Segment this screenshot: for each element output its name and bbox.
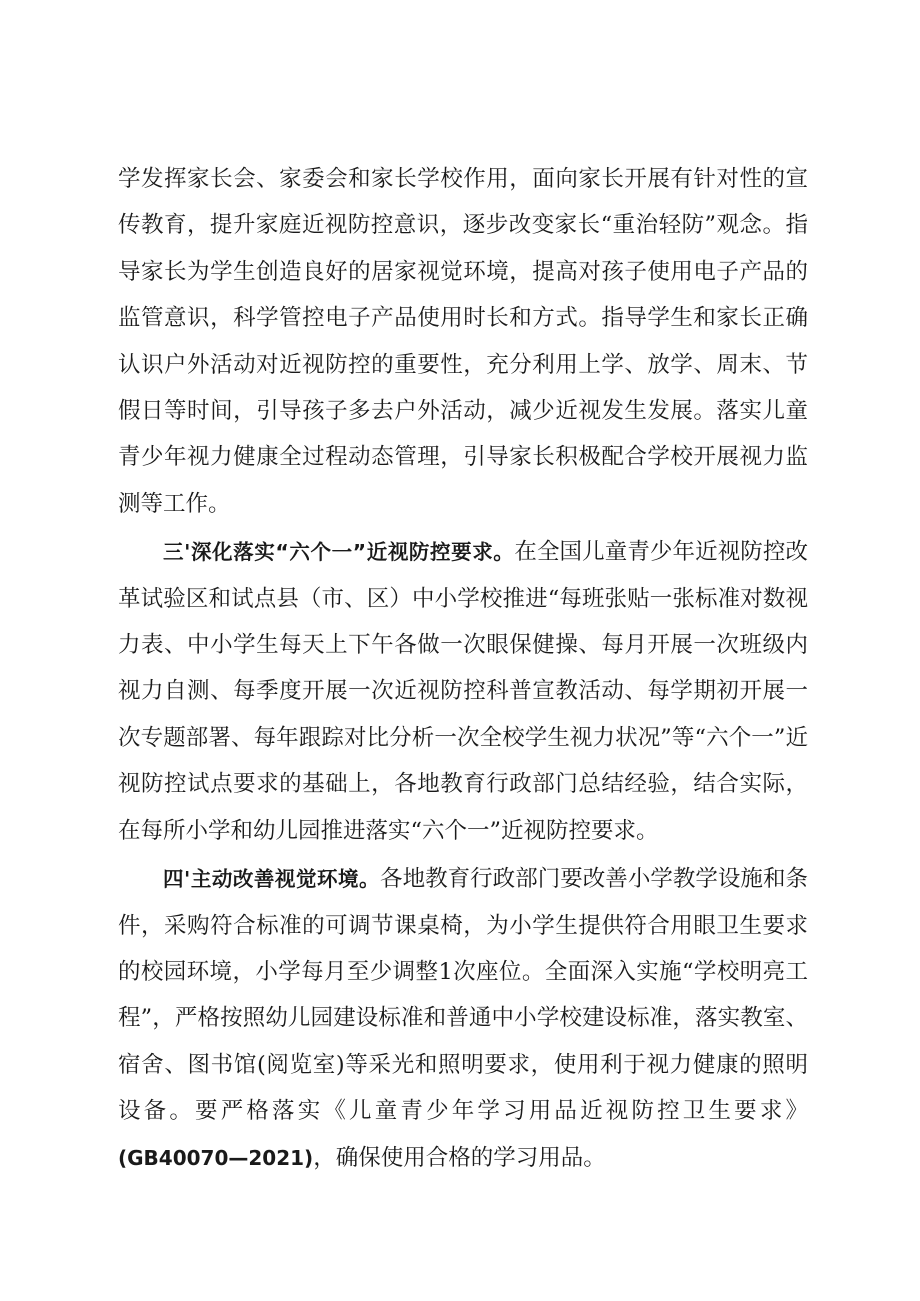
section-three-paragraph [118, 529, 808, 854]
section-three-body: 在全国儿童青少年近视防控改革试验区和试点县（市、区）中小学校推进“每班张贴一张标准对数视力表、中小学生每天上下午各做一次眼保健操、每月开展一次班级内视力自测、每季度开展一次近视防控科普宣教活动、每学期初开展一次专题部署、每年跟踪对比分析一次全校学生视力状况”等“六个一”近视防控试点要求的基础上，各地教育行政部门总结经验，结合实际，在每所小学和幼儿园推进落实“六个一”近视防控要求。 [118, 539, 808, 844]
section-three-heading: 三'深化落实“六个一”近视防控要求。 [163, 540, 515, 565]
section-four-heading: 四'主动改善视觉环境。 [163, 867, 381, 892]
paragraph-parent-education: 学发挥家长会、家委会和家长学校作用，面向家长开展有针对性的宣传教育，提升家庭近视防控意识，逐步改变家长“重治轻防”观念。指导家长为学生创造良好的居家视觉环境，提高对孩子使用电子产品的监管意识，科学管控电子产品使用时长和方式。指导学生和家长正确认识户外活动对近视防控的重要性，充分利用上学、放学、周末、节假日等时间，引导孩子多去户外活动，减少近视发生发展。落实儿童青少年视力健康全过程动态管理，引导家长积极配合学校开展视力监测等工作。 [118, 166, 808, 517]
section-four-body: 各地教育行政部门要改善小学教学设施和条件，采购符合标准的可调节课桌椅，为小学生提供符合用眼卫生要求的校园环境，小学每月至少调整1次座位。全面深入实施“学校明亮工程”，严格按照幼儿园建设标准和普通中小学校建设标准，落实教室、宿舍、图书馆(阅览室)等采光和照明要求，使用利于视力健康的照明设备。要严格落实《儿童青少年学习用品近视防控卫生要求》 [118, 866, 808, 1125]
section-four-paragraph [118, 856, 808, 1181]
document-body [118, 156, 808, 1181]
standard-code: (GB40070—2021) [118, 1145, 314, 1170]
section-four-body-end: ，确保使用合格的学习用品。 [313, 1144, 606, 1171]
